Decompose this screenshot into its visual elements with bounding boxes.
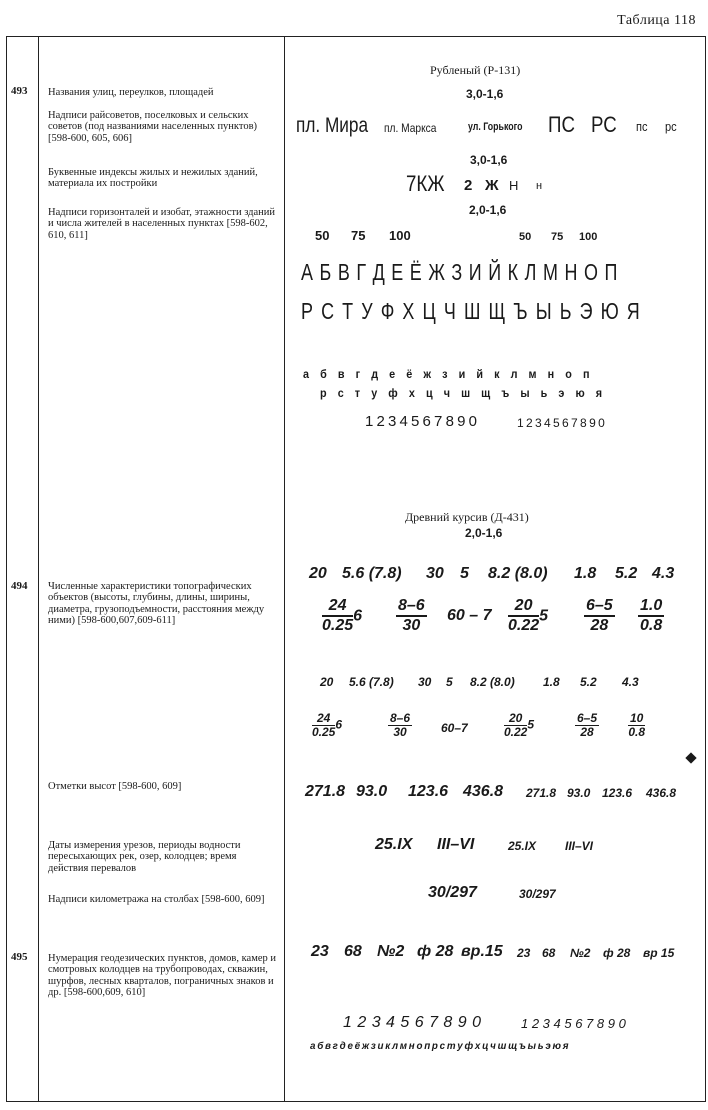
row-number-494: 494 <box>11 580 28 592</box>
table-top-border <box>6 36 706 37</box>
font-name-kursiv: Древний курсив (Д-431) <box>405 510 529 524</box>
abbreviation-rs-small: рс <box>665 119 677 134</box>
street-sample-marksa: пл. Маркса <box>384 121 437 135</box>
height-123-6-small: 123.6 <box>602 786 633 800</box>
expression-60-7: 60 – 7 <box>447 607 492 624</box>
font-name-rubleny: Рубленый (Р-131) <box>430 63 521 77</box>
numeric-value-4-3-small: 4.3 <box>622 675 639 689</box>
street-sample-mira: пл. Мира <box>296 114 369 137</box>
period-iii-vi-small: III–VI <box>565 839 594 853</box>
number-f28-small: ф 28 <box>603 946 631 960</box>
abbreviation-ps-large: ПС <box>548 112 575 137</box>
contour-number-50: 50 <box>315 228 330 243</box>
number-no2-small: №2 <box>570 946 591 960</box>
numeric-value-30-small: 30 <box>418 675 432 689</box>
lowercase-alphabet-line-1: а б в г д е ё ж з и й к л м н о п <box>303 367 590 381</box>
number-23-small: 23 <box>517 946 531 960</box>
height-271-8: 271.8 <box>305 783 346 800</box>
numeric-value-4-3: 4.3 <box>652 565 675 582</box>
fraction-8-6-30-small: $\frac{8-6}{30}$ <box>390 711 411 739</box>
numeric-value-1-8: 1.8 <box>574 565 597 582</box>
number-68: 68 <box>344 943 362 960</box>
contour-number-100-small: 100 <box>579 231 598 243</box>
number-23: 23 <box>311 943 329 960</box>
fraction-6-5-28: $\frac{6-5}{28}$ <box>586 597 613 634</box>
row-number-495: 495 <box>11 951 28 963</box>
font-size-label-2: 3,0-1,6 <box>470 153 508 167</box>
numeric-value-30: 30 <box>426 565 444 582</box>
building-index-n-lower: н <box>536 180 543 192</box>
description-water-dates: Даты измерения урезов, периоды водности пересыхающих рек, озер, колодцев; время действия перевалов <box>48 840 241 874</box>
number-f28: ф 28 <box>417 943 454 960</box>
height-436-8-small: 436.8 <box>646 786 677 800</box>
numeric-value-5-small: 5 <box>446 675 453 689</box>
number-68-small: 68 <box>542 946 556 960</box>
number-column-divider <box>38 36 39 1102</box>
table-left-border <box>6 36 7 1102</box>
numeric-value-20: 20 <box>309 565 327 582</box>
fraction-8-6-30: $\frac{8-6}{30}$ <box>398 597 425 634</box>
digits-line-small: 1 2 3 4 5 6 7 8 9 0 <box>517 416 605 430</box>
date-25-ix: 25.IX <box>375 836 413 853</box>
uppercase-alphabet-line-2: Р С Т У Ф Х Ц Ч Ш Щ Ъ Ы Ь Э Ю Я <box>301 298 642 324</box>
numeric-value-5-6: 5.6 (7.8) <box>342 565 402 582</box>
description-km-posts: Надписи километража на столбах [598-600, 609] <box>48 894 265 905</box>
numeric-value-5-6-small: 5.6 (7.8) <box>349 675 394 689</box>
height-436-8: 436.8 <box>463 783 504 800</box>
height-271-8-small: 271.8 <box>526 786 557 800</box>
km-30-297-small: 30/297 <box>519 887 556 901</box>
building-index-n-upper: Н <box>509 178 519 193</box>
height-93-0-small: 93.0 <box>567 786 591 800</box>
description-contours: Надписи горизонталей и изобат, этажности зданий и числа жителей в населенных пунктах [598-602, 610, 611] <box>48 207 276 241</box>
building-index-7kzh: 7КЖ <box>406 171 445 196</box>
fraction-24-025: $\frac{24}{0.25}$ 6 <box>322 597 363 634</box>
abbreviation-rs-large: РС <box>591 112 617 137</box>
height-93-0: 93.0 <box>356 783 388 800</box>
description-numbering: Нумерация геодезических пунктов, домов, камер и смотровых колодцев на трубопроводах, скважин, шурфов, лесных кварталов, пограничных знаков и др. [598-600,609, 610] <box>48 953 276 999</box>
uppercase-alphabet-line-1: А Б В Г Д Е Ё Ж З И Й К Л М Н О П <box>301 259 619 285</box>
description-column-divider <box>284 36 285 1102</box>
description-spot-heights: Отметки высот [598-600, 609] <box>48 781 182 792</box>
building-index-2: 2 <box>464 177 473 194</box>
numeric-value-5-2: 5.2 <box>615 565 638 582</box>
date-25-ix-small: 25.IX <box>508 839 537 853</box>
building-index-zh: Ж <box>485 177 499 194</box>
fraction-20-022: $\frac{20}{0.22}$ 5 <box>508 597 549 634</box>
number-vr15: вр.15 <box>461 943 503 960</box>
kursiv-digits-small: 1 2 3 4 5 6 7 8 9 0 <box>521 1016 626 1031</box>
period-iii-vi: III–VI <box>437 836 475 853</box>
height-123-6: 123.6 <box>408 783 449 800</box>
km-30-297: 30/297 <box>428 884 477 901</box>
contour-number-75: 75 <box>351 228 366 243</box>
contour-number-100: 100 <box>389 228 411 243</box>
font-size-label-kursiv: 2,0-1,6 <box>465 526 503 540</box>
numeric-value-8-2: 8.2 (8.0) <box>488 565 548 582</box>
kursiv-alphabet: а б в г д е ё ж з и к л м н о п р с т у ф х ц ч ш щ ъ ы ь э ю я <box>310 1041 569 1052</box>
table-right-border <box>705 36 706 1102</box>
description-building-indexes: Буквенные индексы жилых и нежилых зданий, материала их постройки <box>48 167 258 190</box>
contour-number-50-small: 50 <box>519 231 532 243</box>
fraction-1-0-0-8: $\frac{1.0}{0.8}$ <box>640 597 663 634</box>
fraction-6-5-28-small: $\frac{6-5}{28}$ <box>577 711 598 739</box>
table-title: Таблица 118 <box>617 13 696 28</box>
numeric-value-5: 5 <box>460 565 469 582</box>
numeric-value-8-2-small: 8.2 (8.0) <box>470 675 515 689</box>
kursiv-digits-large: 1 2 3 4 5 6 7 8 9 0 <box>343 1014 481 1031</box>
font-size-label-3: 2,0-1,6 <box>469 203 507 217</box>
margin-bullet-mark <box>685 752 696 763</box>
fraction-10-0-8-small: $\frac{10}{0.8}$ <box>628 711 646 739</box>
number-no2: №2 <box>377 943 405 960</box>
digits-line-large: 1 2 3 4 5 6 7 8 9 0 <box>365 413 477 430</box>
description-streets: Названия улиц, переулков, площадей <box>48 87 214 98</box>
description-councils: Надписи райсоветов, поселковых и сельских советов (под названиями населенных пунктов) [598-600, 605, 606] <box>48 110 258 144</box>
abbreviation-ps-small: пс <box>636 119 648 134</box>
street-sample-gorkogo: ул. Горького <box>468 121 523 133</box>
lowercase-alphabet-line-2: р с т у ф х ц ч ш щ ъ ы ь э ю я <box>320 386 603 400</box>
fraction-20-022-small: $\frac{20}{0.22}$ 5 <box>504 711 535 739</box>
description-numeric-characteristics: Численные характеристики топографических объектов (высоты, глубины, длины, ширины, диаметра, грузоподъемности, расстояния между ними) [598-600,607,609-611] <box>48 581 265 627</box>
contour-number-75-small: 75 <box>551 231 564 243</box>
numeric-value-20-small: 20 <box>320 675 334 689</box>
expression-60-7-small: 60–7 <box>441 721 468 735</box>
font-size-label-1: 3,0-1,6 <box>466 87 504 101</box>
numeric-value-1-8-small: 1.8 <box>543 675 560 689</box>
numeric-value-5-2-small: 5.2 <box>580 675 597 689</box>
number-vr15-small: вр 15 <box>643 946 675 960</box>
fraction-24-025-small: $\frac{24}{0.25}$ 6 <box>312 711 343 739</box>
table-bottom-border <box>6 1101 706 1102</box>
row-number-493: 493 <box>11 85 28 97</box>
